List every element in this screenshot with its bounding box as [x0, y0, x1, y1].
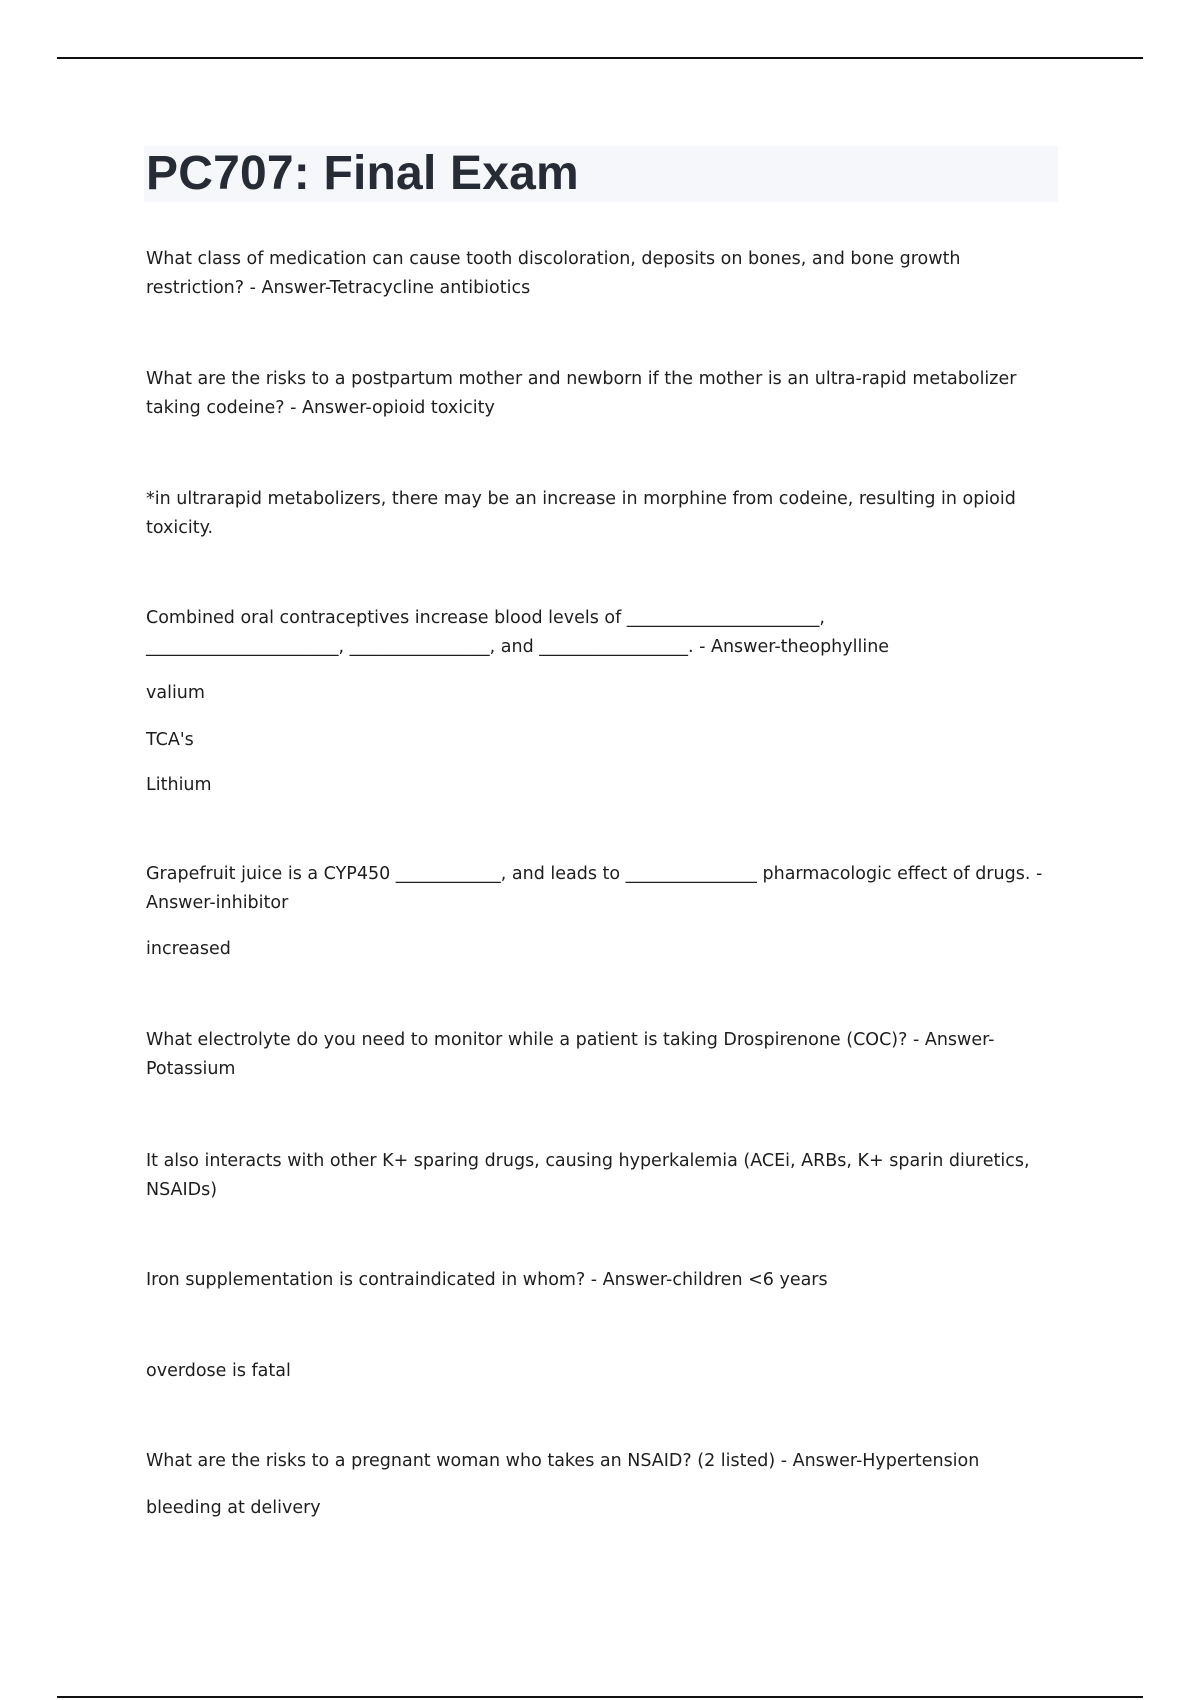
qa-line-2: ______________________, ________________, and _________________. - Answer-theophylline	[146, 637, 890, 657]
qa-note-ultrarapid	[146, 485, 1046, 543]
note-text: It also interacts with other K+ sparing drugs, causing hyperkalemia (ACEi, ARBs, K+ sparin diuretics, NSAIDs)	[146, 1151, 1036, 1200]
qa-note-hyperkalemia	[146, 1147, 1046, 1205]
bottom-rule	[57, 1696, 1143, 1698]
answer-text: bleeding at delivery	[146, 1498, 321, 1518]
qa-text: Iron supplementation is contraindicated in whom? - Answer-children <6 years	[146, 1270, 828, 1290]
page-title: PC707: Final Exam	[146, 147, 579, 200]
qa-text: What class of medication can cause tooth discoloration, deposits on bones, and bone growth restriction? - Answer-Tetracycline antibiotics	[146, 249, 967, 298]
qa-text: What electrolyte do you need to monitor while a patient is taking Drospirenone (COC)? - Answer-Potassium	[146, 1030, 995, 1079]
top-rule	[57, 57, 1143, 59]
qa-item-codeine	[146, 365, 1046, 423]
answer-bleeding	[146, 1494, 1046, 1523]
qa-note-overdose	[146, 1357, 1046, 1386]
qa-text: What are the risks to a pregnant woman who takes an NSAID? (2 listed) - Answer-Hypertension	[146, 1451, 980, 1471]
answer-valium	[146, 679, 1046, 708]
answer-increased	[146, 935, 1046, 964]
qa-item-tetracycline	[146, 245, 1046, 303]
answer-text: TCA's	[146, 730, 194, 750]
qa-text: Grapefruit juice is a CYP450 ____________, and leads to _______________ pharmacologic effect of drugs. - Answer-inhibitor	[146, 864, 1048, 913]
qa-item-grapefruit	[146, 860, 1046, 918]
note-text: overdose is fatal	[146, 1361, 291, 1381]
answer-lithium	[146, 771, 1046, 800]
answer-text: increased	[146, 939, 231, 959]
qa-item-iron	[146, 1266, 1046, 1295]
qa-line-1: Combined oral contraceptives increase blood levels of ______________________,	[146, 608, 825, 628]
answer-text: Lithium	[146, 775, 212, 795]
answer-text: valium	[146, 683, 205, 703]
title-banner	[144, 146, 1058, 202]
note-text: *in ultrarapid metabolizers, there may be an increase in morphine from codeine, resulting in opioid toxicity.	[146, 489, 1022, 538]
qa-item-contraceptives	[146, 604, 1046, 662]
qa-item-nsaid	[146, 1447, 1046, 1476]
qa-text: What are the risks to a postpartum mother and newborn if the mother is an ultra-rapid metabolizer taking codeine? - Answer-opioid toxicity	[146, 369, 1023, 418]
answer-tcas	[146, 726, 1046, 755]
qa-item-drospirenone	[146, 1026, 1046, 1084]
